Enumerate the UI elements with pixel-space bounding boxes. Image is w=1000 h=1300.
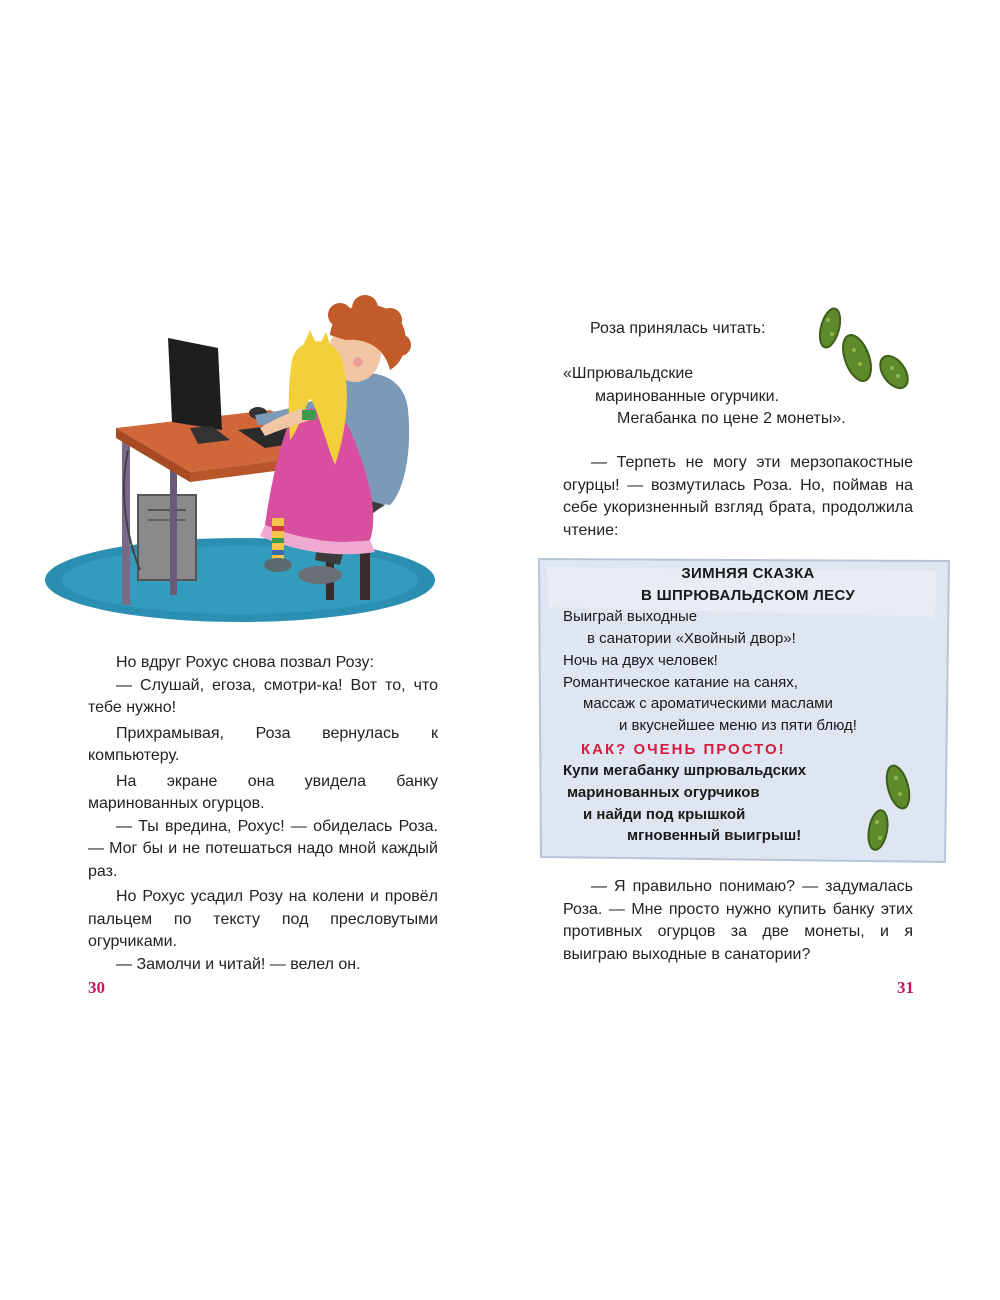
quote	[563, 363, 913, 431]
ad-bold-line: мгновенный выигрыш!	[627, 827, 802, 845]
paragraph: — Замолчи и читай! — велел он.	[116, 955, 361, 973]
ad-line: массаж с ароматическими маслами	[583, 695, 833, 713]
ad-line: Выиграй выходные	[563, 608, 698, 626]
ad-title: ЗИМНЯЯ СКАЗКА	[681, 565, 815, 582]
page-number-left: 30	[88, 978, 105, 997]
ad-line: в санатории «Хвойный двор»!	[587, 630, 796, 648]
paragraph: На экране она увидела банку маринованных огурцов.	[88, 772, 438, 812]
paragraph: Прихрамывая, Роза вернулась к компьютеру.	[88, 724, 438, 764]
paragraph: Но Рохус усадил Розу на колени и провёл пальцем по тексту под пресловутыми огурчиками.	[88, 888, 438, 950]
ad-bold-line: маринованных огурчиков	[567, 784, 760, 802]
ad-bold-line: Купи мегабанку шпрювальдских	[563, 762, 807, 780]
page-number-right: 31	[897, 978, 914, 997]
computer-tower	[138, 495, 196, 580]
paragraph: — Я правильно понимаю? — задумалась Роза. — Мне просто нужно купить банку этих противных огурцов за две монеты, и я выиграю выходные в санатории?	[563, 878, 913, 963]
monitor	[168, 338, 222, 430]
intro-line: Роза принялась читать:	[590, 320, 766, 337]
cucumbers-icon	[860, 762, 920, 857]
quote-line: Мегабанка по цене 2 монеты».	[617, 410, 846, 427]
right-paragraph-2	[563, 876, 913, 966]
right-paragraph-1	[563, 452, 913, 542]
paragraph: — Терпеть не могу эти мерзопакостные огурцы! — возмутилась Роза. Но, поймав на себе укоризненный взгляд брата, продолжила чтение:	[563, 454, 913, 539]
paragraph: — Слушай, егоза, смотри-ка! Вот то, что тебе нужно!	[88, 676, 438, 716]
ad-bold-line: и найди под крышкой	[583, 805, 746, 823]
ad-highlight: КАК? ОЧЕНЬ ПРОСТО!	[581, 740, 786, 758]
ad-line: Романтическое катание на санях,	[563, 673, 798, 691]
quote-line: маринованные огурчики.	[595, 387, 779, 405]
left-page-text	[88, 652, 438, 976]
quote-line: «Шпрювальдские	[563, 365, 694, 382]
paragraph: Но вдруг Рохус снова позвал Розу:	[116, 654, 374, 671]
ad-line: и вкуснейшее меню из пяти блюд!	[619, 716, 857, 734]
ad-line: Ночь на двух человек!	[563, 651, 718, 669]
paragraph: — Ты вредина, Рохус! — обиделась Роза. — Мог бы и не потешаться надо мной каждый раз.	[88, 817, 438, 880]
ad-title: В ШПРЮВАЛЬДСКОМ ЛЕСУ	[640, 586, 856, 604]
illustration-kids-at-computer	[40, 290, 450, 630]
